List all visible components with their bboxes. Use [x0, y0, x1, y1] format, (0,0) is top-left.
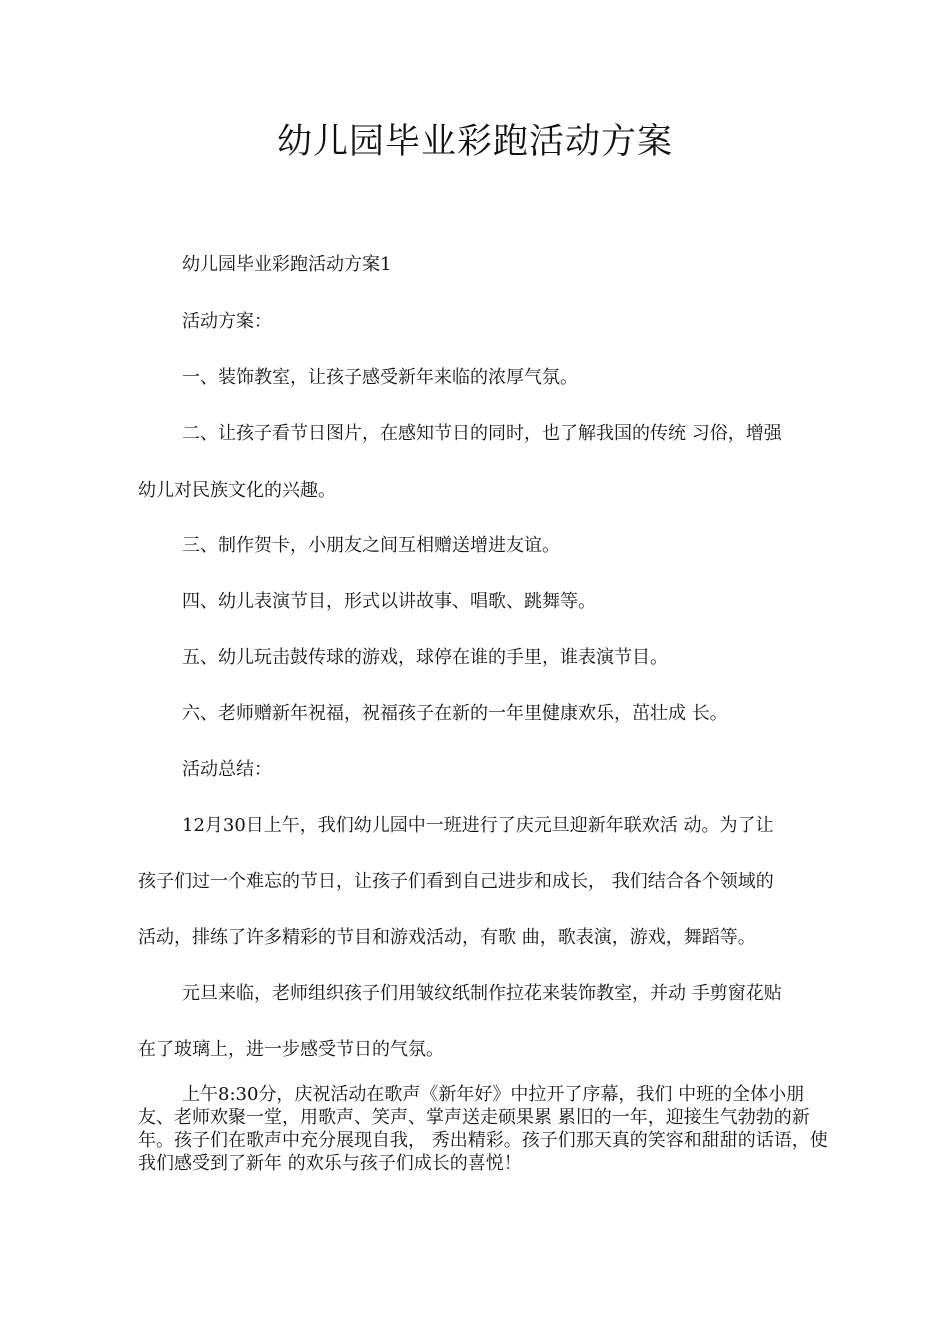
summary-paragraph-3: 上午8:30分，庆祝活动在歌声《新年好》中拉开了序幕，我们 中班的全体小朋友、老师欢聚一堂，用歌声、笑声、掌声送走硕果累 累旧的一年，迎接生气勃勃的新年。孩子们在歌声中充分展现自我， 秀出精彩。孩子们那天真的笑容和甜甜的话语，使我们感受到了新年 的欢乐与孩子们成长的喜悦！ — [138, 1084, 828, 1174]
summary-label: 活动总结： — [182, 759, 272, 780]
plan-item-1: 一、装饰教室，让孩子感受新年来临的浓厚气氛。 — [182, 367, 578, 388]
plan-item-5: 五、幼儿玩击鼓传球的游戏，球停在谁的手里，谁表演节目。 — [182, 647, 668, 668]
plan-item-2-line-2: 幼儿对民族文化的兴趣。 — [138, 480, 336, 501]
plan-item-3: 三、制作贺卡，小朋友之间互相赠送增进友谊。 — [182, 535, 560, 556]
summary-paragraph-2-line-1: 元旦来临，老师组织孩子们用皱纹纸制作拉花来装饰教室，并动 手剪窗花贴 — [182, 983, 782, 1004]
summary-paragraph-2-line-2: 在了玻璃上，进一步感受节日的气氛。 — [138, 1039, 444, 1060]
plan-item-4: 四、幼儿表演节目，形式以讲故事、唱歌、跳舞等。 — [182, 591, 596, 612]
summary-paragraph-1-line-2: 孩子们过一个难忘的节日，让孩子们看到自己进步和成长， 我们结合各个领域的 — [138, 871, 774, 892]
plan-label: 活动方案： — [182, 311, 272, 332]
plan-item-6: 六、老师赠新年祝福，祝福孩子在新的一年里健康欢乐，茁壮成 长。 — [182, 703, 728, 724]
summary-paragraph-1-line-3: 活动，排练了许多精彩的节目和游戏活动，有歌 曲，歌表演，游戏，舞蹈等。 — [138, 927, 756, 948]
section-heading: 幼儿园毕业彩跑活动方案1 — [182, 254, 392, 275]
plan-item-2-line-1: 二、让孩子看节日图片，在感知节日的同时，也了解我国的传统 习俗，增强 — [182, 423, 782, 444]
summary-paragraph-1-line-1: 12月30日上午，我们幼儿园中一班进行了庆元旦迎新年联欢活 动。为了让 — [182, 815, 774, 836]
document-title: 幼儿园毕业彩跑活动方案 — [276, 122, 673, 162]
